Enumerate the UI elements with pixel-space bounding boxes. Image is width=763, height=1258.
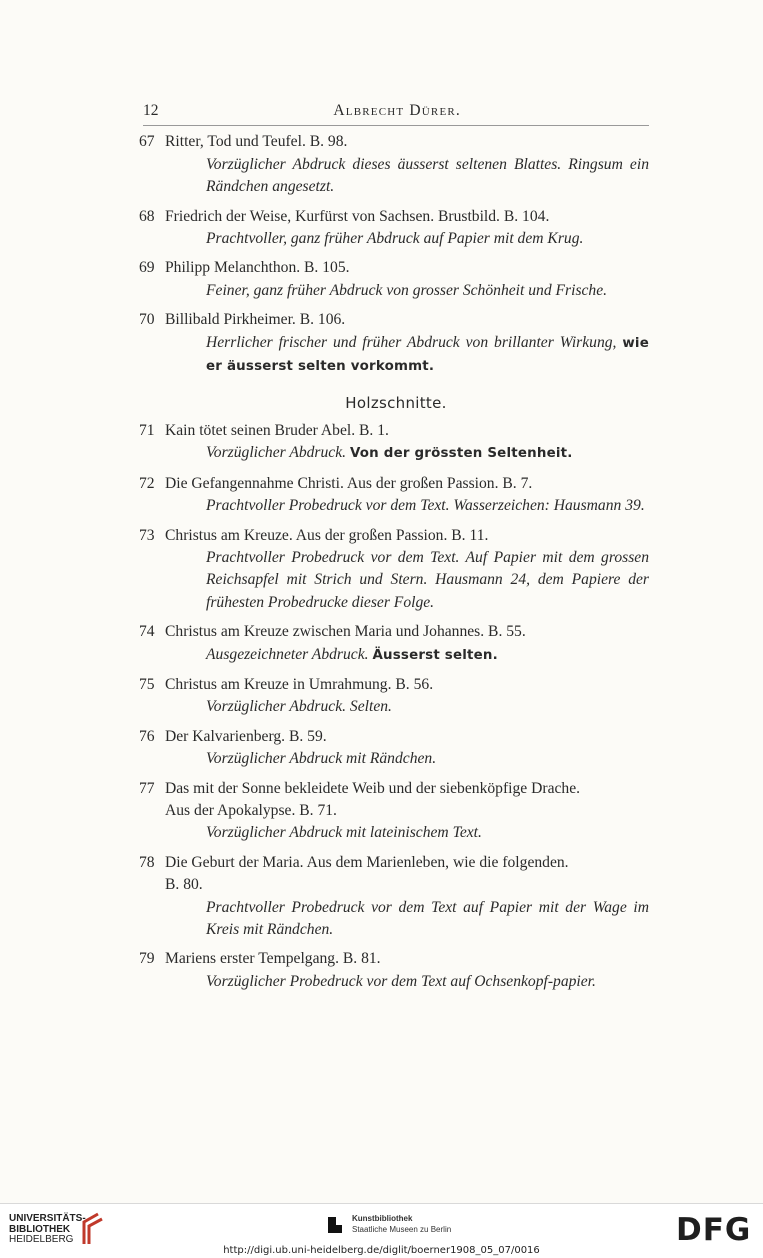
kunstbibliothek-logo-text[interactable] xyxy=(352,1213,451,1235)
entry-title-line xyxy=(139,778,649,800)
entry-description xyxy=(143,280,649,302)
entry-description-text: Feiner, ganz früher Abdruck von grosser Schönheit und Frische. xyxy=(206,281,608,299)
catalogue-entries-woodcut xyxy=(139,420,649,993)
catalogue-entry xyxy=(139,852,649,942)
running-header xyxy=(143,100,649,126)
entry-number: 75 xyxy=(139,675,155,693)
entry-title: Kain tötet seinen Bruder Abel. B. 1. xyxy=(165,421,389,439)
entry-title-line xyxy=(139,621,649,643)
entry-title-line xyxy=(139,206,649,228)
catalogue-entry xyxy=(139,473,649,518)
entry-number: 70 xyxy=(139,311,155,329)
catalogue-entry xyxy=(139,726,649,771)
page-number: 12 xyxy=(143,102,159,119)
catalogue-entry xyxy=(139,257,649,302)
catalogue-entry xyxy=(139,206,649,251)
kb-title: Kunstbibliothek xyxy=(352,1214,413,1223)
running-title: Albrecht Dürer. xyxy=(333,102,461,119)
entry-description xyxy=(143,442,649,465)
catalogue-entry xyxy=(139,525,649,615)
catalogue-entry xyxy=(139,674,649,719)
entry-emphasis: Äusserst selten. xyxy=(372,647,498,663)
entry-description-text: Vorzüglicher Probedruck vor dem Text auf Ochsenkopf-papier. xyxy=(206,972,596,990)
entry-title: Die Geburt der Maria. Aus dem Marienleben, wie die folgenden. xyxy=(165,853,569,871)
entry-description-text: Vorzüglicher Abdruck dieses äusserst seltenen Blattes. Ringsum ein Rändchen angesetzt. xyxy=(206,155,649,196)
entry-number: 68 xyxy=(139,207,155,225)
kb-subtitle: Staatliche Museen zu Berlin xyxy=(352,1225,452,1234)
entry-description xyxy=(143,228,649,250)
catalogue-entry xyxy=(139,309,649,378)
entry-description-text: Vorzüglicher Abdruck. Selten. xyxy=(206,698,392,716)
entry-description-text: Vorzüglicher Abdruck mit Rändchen. xyxy=(206,750,437,768)
entry-number: 71 xyxy=(139,421,155,439)
entry-emphasis: wie er äusserst selten vorkommt. xyxy=(206,335,649,375)
entry-description xyxy=(143,897,649,942)
entry-title-line xyxy=(139,674,649,696)
entry-description-text: Prachtvoller Probedruck vor dem Text. Wasserzeichen: Hausmann 39. xyxy=(206,497,645,515)
entry-description xyxy=(143,332,649,379)
entry-number: 77 xyxy=(139,779,155,797)
entry-title: Christus am Kreuze in Umrahmung. B. 56. xyxy=(165,675,434,693)
entry-title: B. 80. xyxy=(165,876,203,894)
entry-number: 79 xyxy=(139,950,155,968)
university-library-icon[interactable] xyxy=(78,1210,106,1248)
entry-title-line xyxy=(139,852,649,874)
entry-title: Die Gefangennahme Christi. Aus der großen Passion. B. 7. xyxy=(165,474,533,492)
entry-description xyxy=(143,822,649,844)
entry-title: Das mit der Sonne bekleidete Weib und der siebenköpfige Drache. xyxy=(165,779,581,797)
entry-title-continuation xyxy=(143,800,649,822)
entry-description-text: Vorzüglicher Abdruck mit lateinischem Text. xyxy=(206,824,482,842)
catalogue-entry xyxy=(139,420,649,466)
section-title: Holzschnitte. xyxy=(345,394,447,413)
entry-description-text: Prachtvoller Probedruck vor dem Text auf Papier mit der Wage im Kreis mit Rändchen. xyxy=(206,898,649,938)
catalogue-entry xyxy=(139,131,649,198)
entry-number: 76 xyxy=(139,727,155,745)
entry-title: Aus der Apokalypse. B. 71. xyxy=(165,801,337,819)
entry-title: Billibald Pirkheimer. B. 106. xyxy=(165,311,346,329)
entry-title: Der Kalvarienberg. B. 59. xyxy=(165,727,327,745)
entry-number: 78 xyxy=(139,853,155,871)
entry-title-continuation xyxy=(143,874,649,896)
entry-description xyxy=(143,547,649,614)
entry-description-text: Vorzüglicher Abdruck. xyxy=(206,444,347,462)
entry-title-line xyxy=(139,309,649,331)
entry-title-line xyxy=(139,726,649,748)
entry-description-text: Ausgezeichneter Abdruck. xyxy=(206,645,369,663)
entry-description xyxy=(143,154,649,199)
entry-description xyxy=(143,644,649,667)
entry-number: 74 xyxy=(139,623,155,641)
catalogue-entry xyxy=(139,778,649,845)
catalogue-entry xyxy=(139,948,649,993)
entry-number: 73 xyxy=(139,526,155,544)
university-line-1: UNIVERSITÄTS- xyxy=(9,1213,86,1224)
university-line-2: BIBLIOTHEK xyxy=(9,1223,71,1235)
permalink-url[interactable]: http://digi.ub.uni-heidelberg.de/diglit/boerner1908_05_07/0016 xyxy=(223,1245,540,1256)
entry-title-line xyxy=(139,948,649,970)
page-content xyxy=(139,100,649,1000)
entry-title: Friedrich der Weise, Kurfürst von Sachsen. Brustbild. B. 104. xyxy=(165,207,550,225)
entry-title: Ritter, Tod und Teufel. B. 98. xyxy=(165,133,348,151)
entry-number: 67 xyxy=(139,133,155,151)
entry-description xyxy=(143,495,649,517)
entry-description-text: Prachtvoller Probedruck vor dem Text. Auf Papier mit dem grossen Reichsapfel mit Strich und Stern. Hausmann 24, dem Papiere der frühesten Probedrucke dieser Folge. xyxy=(206,548,649,611)
university-library-logo-text[interactable] xyxy=(9,1214,86,1246)
entry-description xyxy=(143,748,649,770)
catalogue-entries-intaglio xyxy=(139,131,649,378)
entry-title-line xyxy=(139,525,649,547)
dfg-logo[interactable]: DFG xyxy=(676,1212,752,1248)
entry-title: Christus am Kreuze zwischen Maria und Johannes. B. 55. xyxy=(165,623,526,641)
entry-emphasis: Von der grössten Seltenheit. xyxy=(349,446,573,462)
entry-title: Mariens erster Tempelgang. B. 81. xyxy=(165,950,381,968)
entry-title: Philipp Melanchthon. B. 105. xyxy=(165,259,350,277)
entry-title-line xyxy=(139,420,649,442)
viewer-footer xyxy=(0,1203,763,1258)
university-line-3: HEIDELBERG xyxy=(9,1234,74,1245)
entry-title: Christus am Kreuze. Aus der großen Passion. B. 11. xyxy=(165,526,489,544)
entry-title-line xyxy=(139,131,649,153)
entry-title-line xyxy=(139,257,649,279)
entry-title-line xyxy=(139,473,649,495)
entry-number: 69 xyxy=(139,259,155,277)
kunstbibliothek-icon[interactable] xyxy=(324,1214,346,1236)
entry-number: 72 xyxy=(139,474,155,492)
entry-description xyxy=(143,971,649,993)
entry-description-text: Herrlicher frischer und früher Abdruck von brillanter Wirkung, xyxy=(206,333,617,351)
catalogue-entry xyxy=(139,621,649,667)
entry-description xyxy=(143,696,649,718)
entry-description-text: Prachtvoller, ganz früher Abdruck auf Papier mit dem Krug. xyxy=(206,230,584,248)
